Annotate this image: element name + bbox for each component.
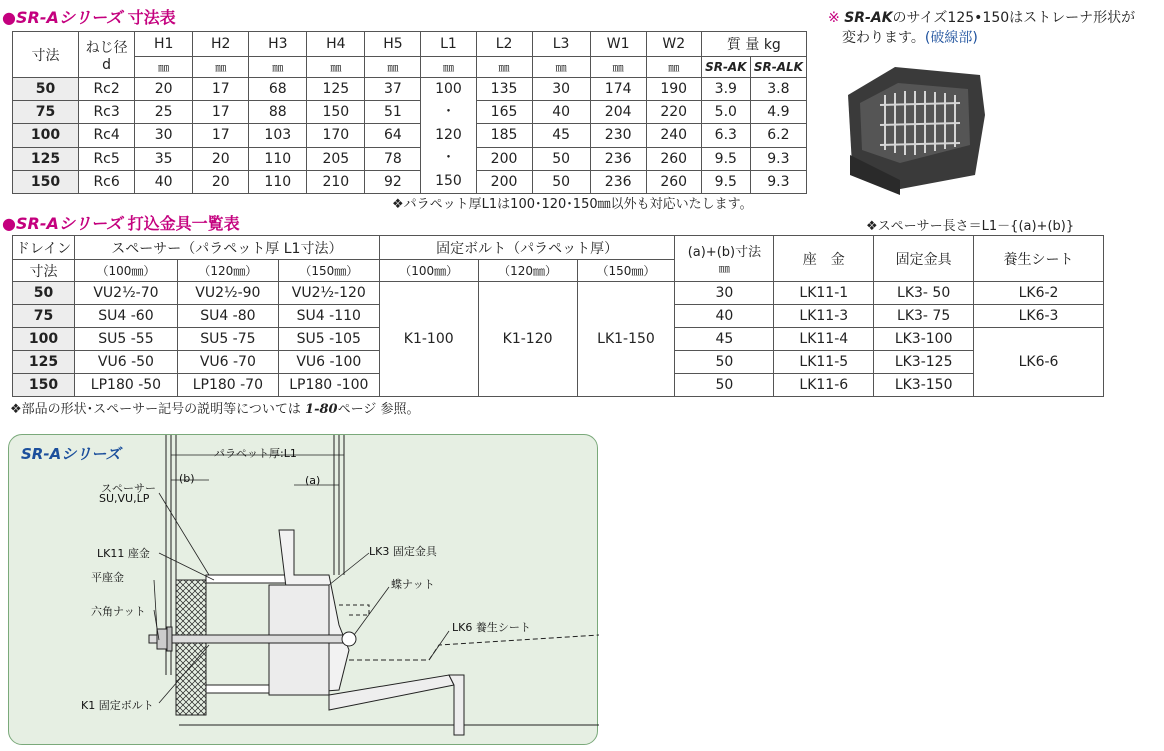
cell-w2: 190 (646, 78, 701, 101)
cell-fixing: LK3-100 (874, 328, 974, 351)
row-size: 100 (13, 124, 79, 147)
cell-alk: 9.3 (750, 170, 806, 193)
unit-mm: ㎜ (135, 57, 193, 78)
section-diagram (8, 434, 598, 745)
cell-bolt-150: LK1-150 (577, 282, 675, 397)
cell-l2: 185 (476, 124, 532, 147)
cell-h2: 17 (193, 124, 249, 147)
cell-l3: 50 (532, 170, 590, 193)
cell-l2: 135 (476, 78, 532, 101)
cell-h2: 20 (193, 147, 249, 170)
row-size: 150 (13, 170, 79, 193)
cell-spacer-120: VU2½-90 (177, 282, 278, 305)
cell-h4: 170 (307, 124, 365, 147)
header-fixing: 固定金具 (874, 236, 974, 282)
strainer-image (840, 55, 990, 195)
cell-fixing: LK3-125 (874, 351, 974, 374)
header-h3: H3 (249, 32, 307, 57)
cell-spacer-150: SU5 -105 (278, 328, 379, 351)
header-size: 寸法 (13, 32, 79, 78)
cell-w1: 236 (590, 170, 646, 193)
cell-ab: 45 (675, 328, 774, 351)
row-size: 125 (13, 147, 79, 170)
cell-w1: 204 (590, 101, 646, 124)
bullet: ● (2, 8, 16, 27)
row-size: 50 (13, 78, 79, 101)
label-b: (b) (179, 472, 195, 485)
cell-spacer-150: VU6 -100 (278, 351, 379, 374)
cell-alk: 9.3 (750, 147, 806, 170)
row-size: 75 (13, 101, 79, 124)
header-w1: W1 (590, 32, 646, 57)
l1-150: 150 (435, 173, 462, 189)
row-size: 100 (13, 328, 75, 351)
header-h1: H1 (135, 32, 193, 57)
cell-bolt-100: K1-100 (379, 282, 478, 397)
dims-section-title (2, 8, 176, 28)
l1-dot: ・ (441, 150, 456, 166)
sub-120: （120㎜） (177, 260, 278, 282)
dims-footnote: ❖パラペット厚L1は100･120･150㎜以外も対応いたします。 (392, 197, 753, 212)
unit-mm: ㎜ (718, 262, 730, 275)
label-parapet: パラペット厚:L1 (214, 447, 297, 460)
cell-h4: 205 (307, 147, 365, 170)
row-size: 125 (13, 351, 75, 374)
parts-footnote (10, 398, 419, 417)
table-row (13, 78, 807, 101)
side-note-line2 (828, 28, 1135, 48)
cell-h3: 110 (249, 170, 307, 193)
cell-spacer-120: VU6 -70 (177, 351, 278, 374)
cell-h5: 37 (365, 78, 421, 101)
header-spacer: スペーサー（パラペット厚 L1寸法） (74, 236, 379, 260)
unit-mm: ㎜ (646, 57, 701, 78)
header-h4: H4 (307, 32, 365, 57)
table-row (13, 147, 807, 170)
unit-mm: ㎜ (532, 57, 590, 78)
cell-spacer-120: SU5 -75 (177, 328, 278, 351)
cell-spacer-150: SU4 -110 (278, 305, 379, 328)
header-l1: L1 (421, 32, 476, 57)
label-wing-nut: 蝶ナット (391, 578, 435, 591)
cell-spacer-100: SU5 -55 (74, 328, 177, 351)
cell-h4: 125 (307, 78, 365, 101)
cell-spacer-150: LP180 -100 (278, 374, 379, 397)
cell-ak: 3.9 (701, 78, 750, 101)
note-line1-text: のサイズ125•150はストレーナ形状が (892, 10, 1136, 26)
unit-mm: ㎜ (249, 57, 307, 78)
cell-h2: 20 (193, 170, 249, 193)
footnote-text: ページ 参照。 (337, 402, 420, 417)
cell-l3: 30 (532, 78, 590, 101)
row-size: 150 (13, 374, 75, 397)
side-note-line1 (828, 8, 1135, 28)
header-h5: H5 (365, 32, 421, 57)
cell-spacer-100: VU2½-70 (74, 282, 177, 305)
cell-h3: 88 (249, 101, 307, 124)
cell-h5: 78 (365, 147, 421, 170)
label-flat-washer: 平座金 (91, 571, 124, 584)
cell-washer: LK11-5 (774, 351, 874, 374)
sub-120: （120㎜） (478, 260, 577, 282)
diagram-title: SR-Aシリーズ (21, 445, 121, 463)
row-size: 75 (13, 305, 75, 328)
cell-h1: 40 (135, 170, 193, 193)
l1-100: 100 (435, 81, 462, 97)
cell-ab: 30 (675, 282, 774, 305)
header-sr-ak: SR-AK (701, 57, 750, 78)
sub-100: （100㎜） (74, 260, 177, 282)
header-drain: ドレイン (13, 236, 75, 260)
cell-l2: 165 (476, 101, 532, 124)
cell-h1: 30 (135, 124, 193, 147)
series-name: SR-Aシリーズ (15, 214, 123, 233)
cell-ab: 40 (675, 305, 774, 328)
cell-l1-merged (421, 78, 476, 194)
cell-thread: Rc5 (79, 147, 135, 170)
cell-h4: 150 (307, 101, 365, 124)
header-thread-label: ねじ径 (85, 39, 128, 56)
label-spacer: スペーサー (101, 482, 156, 495)
unit-mm: ㎜ (421, 57, 476, 78)
l1-120: 120 (435, 127, 462, 143)
cell-h5: 51 (365, 101, 421, 124)
cell-w2: 260 (646, 170, 701, 193)
header-h2: H2 (193, 32, 249, 57)
cell-l3: 45 (532, 124, 590, 147)
sub-150: （150㎜） (577, 260, 675, 282)
cell-spacer-100: SU4 -60 (74, 305, 177, 328)
cell-ak: 5.0 (701, 101, 750, 124)
unit-mm: ㎜ (365, 57, 421, 78)
sub-150: （150㎜） (278, 260, 379, 282)
cell-h3: 68 (249, 78, 307, 101)
cell-h5: 92 (365, 170, 421, 193)
header-thread (79, 32, 135, 78)
cell-h2: 17 (193, 101, 249, 124)
cell-spacer-120: SU4 -80 (177, 305, 278, 328)
cell-sheet: LK6-3 (974, 305, 1104, 328)
title-text: 寸法表 (127, 8, 176, 27)
label-lk6-sheet: LK6 養生シート (452, 621, 531, 634)
cell-washer: LK11-3 (774, 305, 874, 328)
cell-h3: 103 (249, 124, 307, 147)
unit-mm: ㎜ (590, 57, 646, 78)
note-model: SR-AK (844, 10, 893, 26)
cell-sheet: LK6-2 (974, 282, 1104, 305)
cell-spacer-120: LP180 -70 (177, 374, 278, 397)
l1-dot: ・ (441, 104, 456, 120)
cell-fixing: LK3- 50 (874, 282, 974, 305)
label-hex-nut: 六角ナット (91, 605, 146, 618)
cell-w2: 240 (646, 124, 701, 147)
header-thread-d: d (102, 56, 112, 73)
label-a: (a) (305, 474, 321, 487)
cell-alk: 4.9 (750, 101, 806, 124)
table-row (13, 282, 1104, 305)
bullet: ● (2, 214, 16, 233)
parts-table (12, 235, 1104, 397)
cell-h2: 17 (193, 78, 249, 101)
cell-h4: 210 (307, 170, 365, 193)
header-ab (675, 236, 774, 282)
sub-100: （100㎜） (379, 260, 478, 282)
cell-thread: Rc4 (79, 124, 135, 147)
header-l3: L3 (532, 32, 590, 57)
cell-washer: LK11-4 (774, 328, 874, 351)
unit-mm: ㎜ (476, 57, 532, 78)
cell-w1: 236 (590, 147, 646, 170)
cell-spacer-150: VU2½-120 (278, 282, 379, 305)
cell-spacer-100: LP180 -50 (74, 374, 177, 397)
header-mass: 質 量 kg (701, 32, 806, 57)
cell-fixing: LK3-150 (874, 374, 974, 397)
dimensions-table (12, 31, 807, 194)
header-washer: 座 金 (774, 236, 874, 282)
cell-l3: 40 (532, 101, 590, 124)
cell-h3: 110 (249, 147, 307, 170)
note-line2-text: 変わります。 (842, 30, 925, 46)
header-w2: W2 (646, 32, 701, 57)
cell-ak: 6.3 (701, 124, 750, 147)
cell-w2: 220 (646, 101, 701, 124)
cell-l3: 50 (532, 147, 590, 170)
label-lk3-fixing: LK3 固定金具 (369, 545, 437, 558)
header-bolt: 固定ボルト（パラペット厚） (379, 236, 675, 260)
cell-h1: 35 (135, 147, 193, 170)
row-size: 50 (13, 282, 75, 305)
cell-ab: 50 (675, 351, 774, 374)
table-row (13, 101, 807, 124)
cell-h5: 64 (365, 124, 421, 147)
cell-l2: 200 (476, 147, 532, 170)
table-row (13, 170, 807, 193)
cell-ab: 50 (675, 374, 774, 397)
cell-washer: LK11-6 (774, 374, 874, 397)
note-mark: ※ (828, 10, 840, 26)
parts-section-title (2, 214, 240, 234)
cell-l2: 200 (476, 170, 532, 193)
side-note (828, 8, 1135, 48)
cell-thread: Rc6 (79, 170, 135, 193)
header-size: 寸法 (13, 260, 75, 282)
cell-washer: LK11-1 (774, 282, 874, 305)
header-sr-alk: SR-ALK (750, 57, 806, 78)
cell-thread: Rc3 (79, 101, 135, 124)
cell-w1: 174 (590, 78, 646, 101)
header-sheet: 養生シート (974, 236, 1104, 282)
title-text: 打込金具一覧表 (127, 214, 240, 233)
label-spacer-types: SU,VU,LP (99, 492, 150, 505)
cell-h1: 25 (135, 101, 193, 124)
cell-alk: 6.2 (750, 124, 806, 147)
cell-ak: 9.5 (701, 170, 750, 193)
label-lk11-washer: LK11 座金 (97, 547, 150, 560)
cell-spacer-100: VU6 -50 (74, 351, 177, 374)
note-dashed-part: (破線部) (924, 30, 978, 46)
cell-thread: Rc2 (79, 78, 135, 101)
series-name: SR-Aシリーズ (15, 8, 123, 27)
unit-mm: ㎜ (193, 57, 249, 78)
footnote-page-ref: 1-80 (305, 402, 338, 417)
unit-mm: ㎜ (307, 57, 365, 78)
table-row (13, 124, 807, 147)
strainer-photo (840, 55, 990, 195)
cell-h1: 20 (135, 78, 193, 101)
cell-sheet: LK6-6 (974, 328, 1104, 397)
cell-w2: 260 (646, 147, 701, 170)
cell-ak: 9.5 (701, 147, 750, 170)
cell-w1: 230 (590, 124, 646, 147)
label-k1-bolt: K1 固定ボルト (81, 699, 154, 712)
header-l2: L2 (476, 32, 532, 57)
footnote-text: ❖部品の形状･スペーサー記号の説明等については (10, 402, 306, 417)
spacer-length-note: ❖スペーサー長さ＝L1－{(a)+(b)} (866, 219, 1075, 234)
cell-bolt-120: K1-120 (478, 282, 577, 397)
cell-fixing: LK3- 75 (874, 305, 974, 328)
cell-alk: 3.8 (750, 78, 806, 101)
header-ab-label: (a)+(b)寸法 (687, 245, 762, 260)
